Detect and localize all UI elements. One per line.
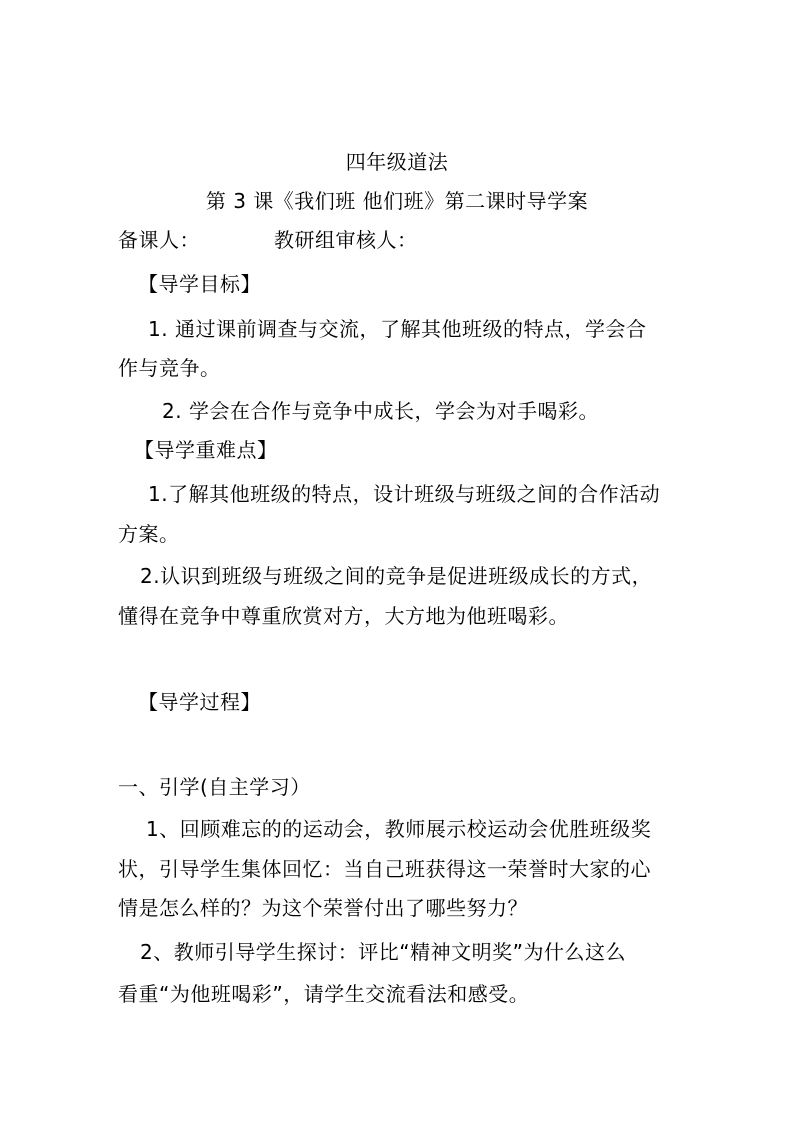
process-heading: 【导学过程】 [138,690,261,714]
author-row [118,226,418,254]
goal-item-2: 2. 学会在合作与竞争中成长，学会为对手喝彩。 [162,399,599,423]
key-points-heading: 【导学重难点】 [134,438,278,462]
goal-item-1-line-2: 作与竞争。 [118,356,221,380]
part-1-title: 一、引学(自主学习） [118,775,311,799]
goal-item-1-line-1: 1. 通过课前调查与交流，了解其他班级的特点，学会合 [148,317,647,341]
key-point-1-line-1: 1.了解其他班级的特点，设计班级与班级之间的合作活动 [148,482,661,506]
step-1-line-3: 情是怎么样的？为这个荣誉付出了哪些努力？ [118,896,528,920]
key-point-1-line-2: 方案。 [118,522,180,546]
document-subtitle: 第 3 课《我们班 他们班》第二课时导学案 [205,189,589,213]
step-2-line-2: 看重“为他班喝彩”，请学生交流看法和感受。 [118,982,530,1006]
key-point-2-line-2: 懂得在竞争中尊重欣赏对方，大方地为他班喝彩。 [118,604,569,628]
document-title: 四年级道法 [345,150,449,174]
reviewer-label: 教研组审核人： [274,228,418,252]
step-1-line-1: 1、回顾难忘的的运动会，教师展示校运动会优胜班级奖 [146,817,652,841]
preparer-label: 备课人： [118,228,200,252]
goals-heading: 【导学目标】 [138,272,261,296]
key-point-2-line-1: 2.认识到班级与班级之间的竞争是促进班级成长的方式， [140,564,653,588]
step-2-line-1: 2、教师引导学生探讨：评比“精神文明奖”为什么这么 [140,940,626,964]
step-1-line-2: 状，引导学生集体回忆：当自己班获得这一荣誉时大家的心 [118,857,651,881]
